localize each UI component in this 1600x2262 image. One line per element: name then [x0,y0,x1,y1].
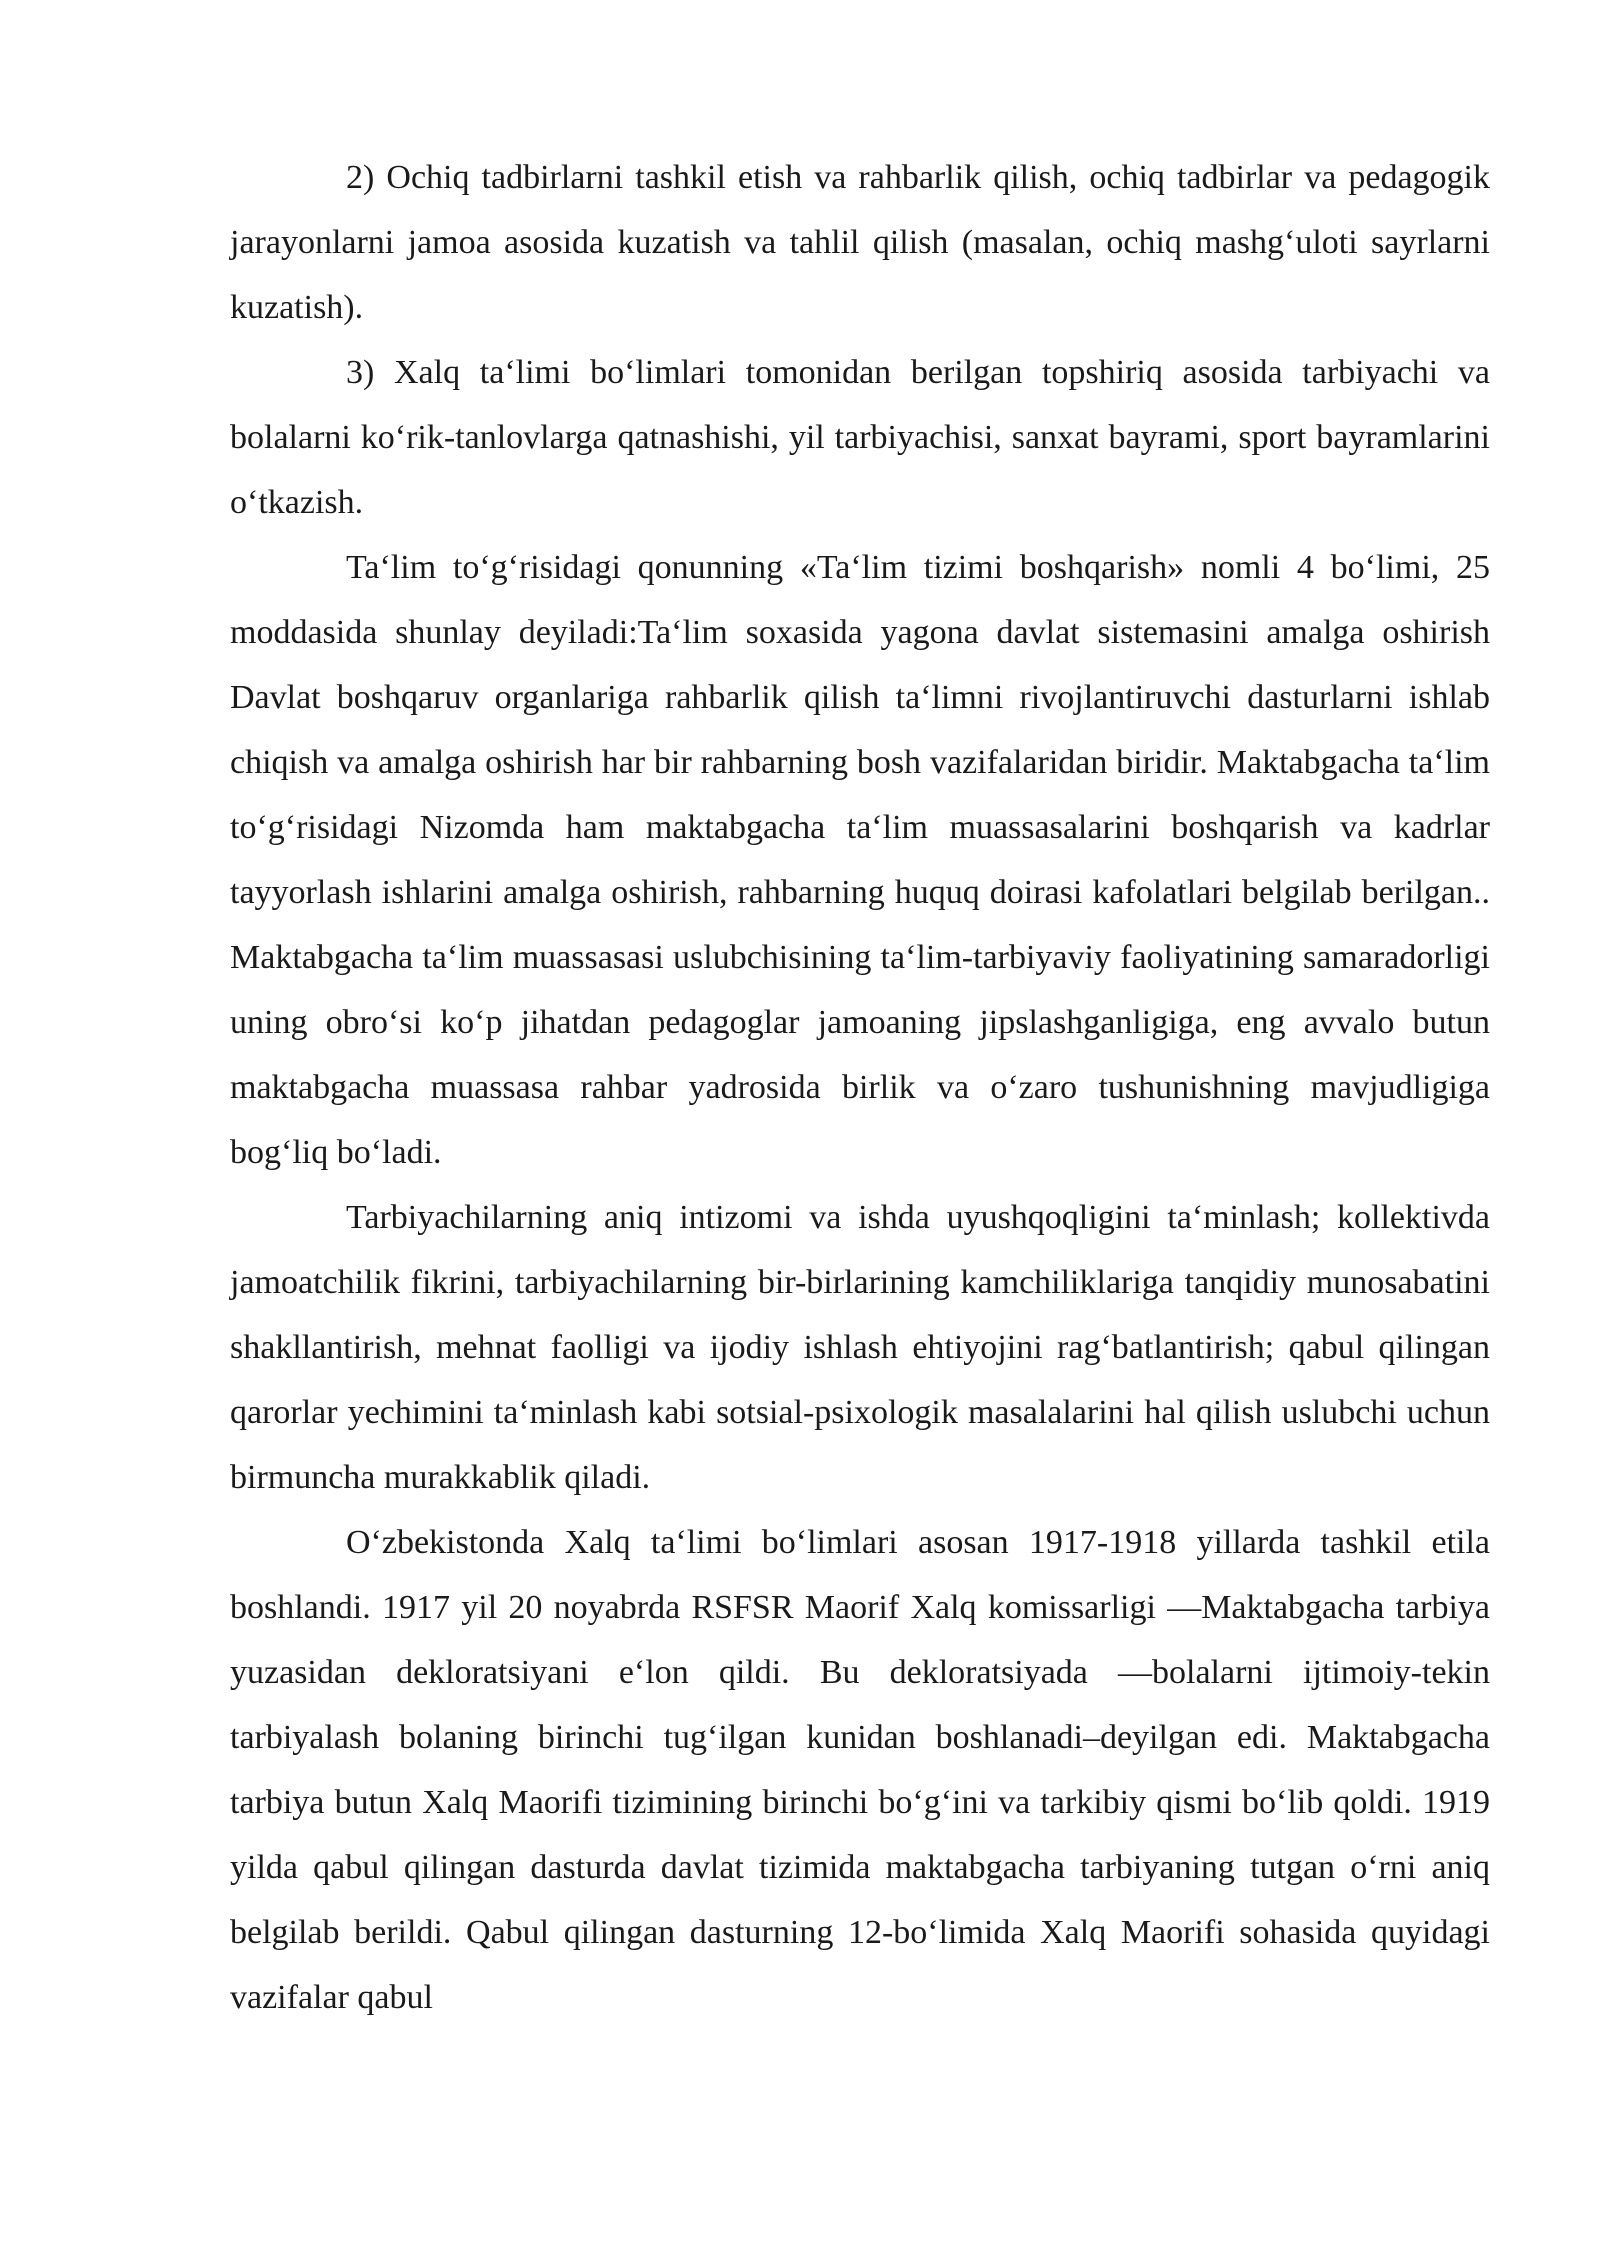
paragraph-4: Tarbiyachilarning aniq intizomi va ishda uyushqoqligini ta‘minlash; kollektivda jamoatchilik fikrini, tarbiyachilarning bir-birlarining kamchiliklariga tanqidiy munosabatini shakllantirish, mehnat faolligi va ijodiy ishlash ehtiyojini rag‘batlantirish; qabul qilingan qarorlar yechimini ta‘minlash kabi sotsial-psixologik masalalarini hal qilish uslubchi uchun birmuncha murakkablik qiladi. [230,1199,1490,1496]
paragraph-1: 2) Ochiq tadbirlarni tashkil etish va rahbarlik qilish, ochiq tadbirlar va pedagogik jarayonlarni jamoa asosida kuzatish va tahlil qilish (masalan, ochiq mashg‘uloti sayrlarni kuzatish). [230,159,1490,326]
paragraph-5: O‘zbekistonda Xalq ta‘limi bo‘limlari asosan 1917-1918 yillarda tashkil etila boshlandi. 1917 yil 20 noyabrda RSFSR Maorif Xalq komissarligi ―Maktabgacha tarbiya yuzasidan dekloratsiyani e‘lon qildi. Bu dekloratsiyada ―bolalarni ijtimoiy-tekin tarbiyalash bolaning birinchi tug‘ilgan kunidan boshlanadi–deyilgan edi. Maktabgacha tarbiya butun Xalq Maorifi tizimining birinchi bo‘g‘ini va tarkibiy qismi bo‘lib qoldi. 1919 yilda qabul qilingan dasturda davlat tizimida maktabgacha tarbiyaning tutgan o‘rni aniq belgilab berildi. Qabul qilingan dasturning 12-bo‘limida Xalq Maorifi sohasida quyidagi vazifalar qabul [230,1524,1490,2016]
paragraph-2: 3) Xalq ta‘limi bo‘limlari tomonidan berilgan topshiriq asosida tarbiyachi va bolalarni ko‘rik-tanlovlarga qatnashishi, yil tarbiyachisi, sanxat bayrami, sport bayramlarini o‘tkazish. [230,354,1490,521]
document-body [230,145,1490,2030]
paragraph-3: Ta‘lim to‘g‘risidagi qonunning «Ta‘lim tizimi boshqarish» nomli 4 bo‘limi, 25 moddasida shunlay deyiladi:Ta‘lim soxasida yagona davlat sistemasini amalga oshirish Davlat boshqaruv organlariga rahbarlik qilish ta‘limni rivojlantiruvchi dasturlarni ishlab chiqish va amalga oshirish har bir rahbarning bosh vazifalaridan biridir. Maktabgacha ta‘lim to‘g‘risidagi Nizomda ham maktabgacha ta‘lim muassasalarini boshqarish va kadrlar tayyorlash ishlarini amalga oshirish, rahbarning huquq doirasi kafolatlari belgilab berilgan.. Maktabgacha ta‘lim muassasasi uslubchisining ta‘lim-tarbiyaviy faoliyatining samaradorligi uning obro‘si ko‘p jihatdan pedagoglar jamoaning jipslashganligiga, eng avvalo butun maktabgacha muassasa rahbar yadrosida birlik va o‘zaro tushunishning mavjudligiga bog‘liq bo‘ladi. [230,549,1490,1171]
